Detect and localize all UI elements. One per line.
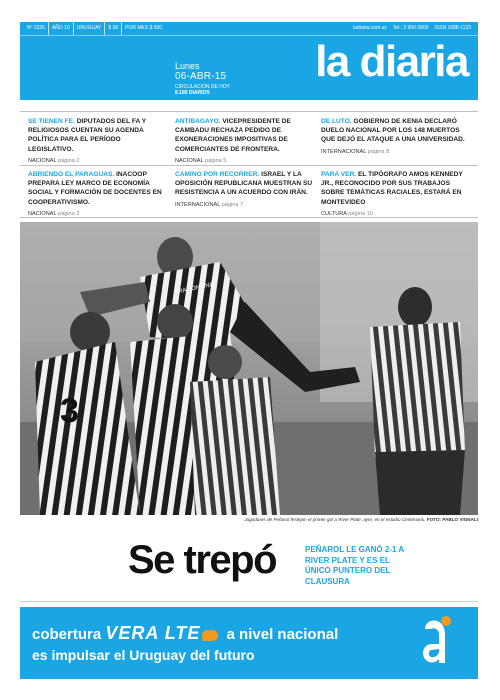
ad-text-b: a nivel nacional <box>226 626 339 643</box>
brief-section: INTERNACIONAL <box>175 201 221 208</box>
brief-item[interactable] <box>28 117 166 166</box>
speech-bubble-icon <box>202 630 218 641</box>
brief-page: página 5 <box>204 157 227 164</box>
photo-caption <box>244 517 478 522</box>
lead-photo[interactable] <box>20 222 478 515</box>
brief-page: página 7 <box>221 201 244 208</box>
advertisement-banner[interactable] <box>20 607 478 679</box>
brief-page: página 2 <box>57 157 80 164</box>
brief-headline: ISRAEL Y LA OPOSICIÓN REPUBLICANA MUESTRAN SU RESISTENCIA A UN ACUERDO CON IRÁN. <box>175 171 313 197</box>
antel-logo-icon <box>419 615 453 671</box>
brief-page: página 8 <box>367 148 390 155</box>
brief-headline: GOBIERNO DE KENIA DECLARÓ DUELO NACIONAL POR LOS 148 MUERTOS QUE DEJÓ EL ATAQUE A UNA UNIVERSIDAD. <box>321 118 465 144</box>
brief-section: NACIONAL <box>28 157 57 164</box>
ad-line-2: es impulsar el Uruguay del futuro <box>32 647 255 663</box>
ad-top-rule <box>20 601 478 602</box>
weekday: Lunes <box>175 61 200 71</box>
newspaper-logo[interactable]: la diaria <box>315 37 468 86</box>
ad-brand-name: VERA LTE <box>105 623 201 643</box>
headline-deck: PEÑAROL LE GANÓ 2-1 A RIVER PLATE Y ES EL ÚNICO PUNTERO DEL CLAUSURA <box>305 545 404 586</box>
masthead <box>20 22 478 100</box>
brief-item[interactable] <box>321 117 471 157</box>
brief-headline: DIPUTADOS DEL FA Y RELIGIOSOS CUENTAN SU AGENDA POLÍTICA PARA EL PERÍODO LEGISLATIVO. <box>28 118 146 153</box>
brief-page: página 3 <box>57 210 80 217</box>
brief-kicker: CAMINO POR RECORRER. <box>175 171 260 178</box>
issue-number: Nº 2325 <box>24 22 49 35</box>
date-block <box>175 62 230 96</box>
briefs-top-rule <box>20 111 478 112</box>
brief-headline: EL TIPÓGRAFO AMOS KENNEDY JR., RECONOCIDO POR SUS TRABAJOS SOBRE TEMÁTICAS RACIALES, ESTARÁ EN MONTEVIDEO <box>321 171 463 206</box>
country-label: URUGUAY <box>74 22 106 35</box>
price-label: $ 36 <box>105 22 122 35</box>
brief-item[interactable] <box>321 170 473 219</box>
brief-headline: VICEPRESIDENTE DE CAMBADU RECHAZA PEDIDO DE EXONERACIONES IMPOSITIVAS DE COMERCIANTES DE FRONTERA. <box>175 118 291 153</box>
brief-kicker: SE TIENEN FE. <box>28 118 75 125</box>
brief-kicker: DE LUTO. <box>321 118 352 125</box>
brief-item[interactable] <box>175 170 315 210</box>
issue-date: 06-ABR-15 <box>175 71 227 82</box>
main-headline[interactable]: Se trepó <box>128 538 277 582</box>
brief-headline: INACOOP PREPARA LEY MARCO DE ECONOMÍA SOCIAL Y FORMACIÓN DE DOCENTES EN COOPERATIVISMO. <box>28 171 162 206</box>
circulation-value: 8.180 DIARIOS <box>175 90 210 96</box>
brief-section: CULTURA <box>321 210 347 217</box>
ad-text-a: cobertura <box>32 626 102 643</box>
brief-kicker: ANTIBAGAYO. <box>175 118 221 125</box>
masthead-info-bar <box>20 22 478 36</box>
year-label: AÑO 10 <box>49 22 74 35</box>
ad-line-1 <box>32 623 338 644</box>
circulation-label: CIRCULACIÓN DE HOY <box>175 84 231 90</box>
brief-item[interactable] <box>28 170 168 219</box>
brief-kicker: PARA VER. <box>321 171 357 178</box>
photo-credit: FOTO: PABLO VIGNALI <box>426 517 478 522</box>
brief-section: NACIONAL <box>175 157 204 164</box>
jersey-sponsor: TRAMONTINA <box>174 281 215 296</box>
brief-page: página 10 <box>348 210 373 217</box>
brief-item[interactable] <box>175 117 315 166</box>
site-url[interactable]: ladiaria.com.uy <box>353 25 387 31</box>
caption-text: Jugadores de Peñarol festejan el primer gol a River Plate, ayer, en el estadio Centenario. <box>244 517 426 522</box>
monthly-price: POR MES $ 550 <box>125 25 163 31</box>
brief-section: NACIONAL <box>28 210 57 217</box>
jersey-number: 3 <box>60 392 79 430</box>
phone-number: Tel.: 2 900 0800 <box>392 25 429 31</box>
brief-section: INTERNACIONAL <box>321 148 367 155</box>
brief-kicker: ABRIENDO EL PARAGUAS. <box>28 171 115 178</box>
issn-number: ISSN 1688-1133 <box>434 25 471 31</box>
players-celebration-photo <box>20 222 478 515</box>
